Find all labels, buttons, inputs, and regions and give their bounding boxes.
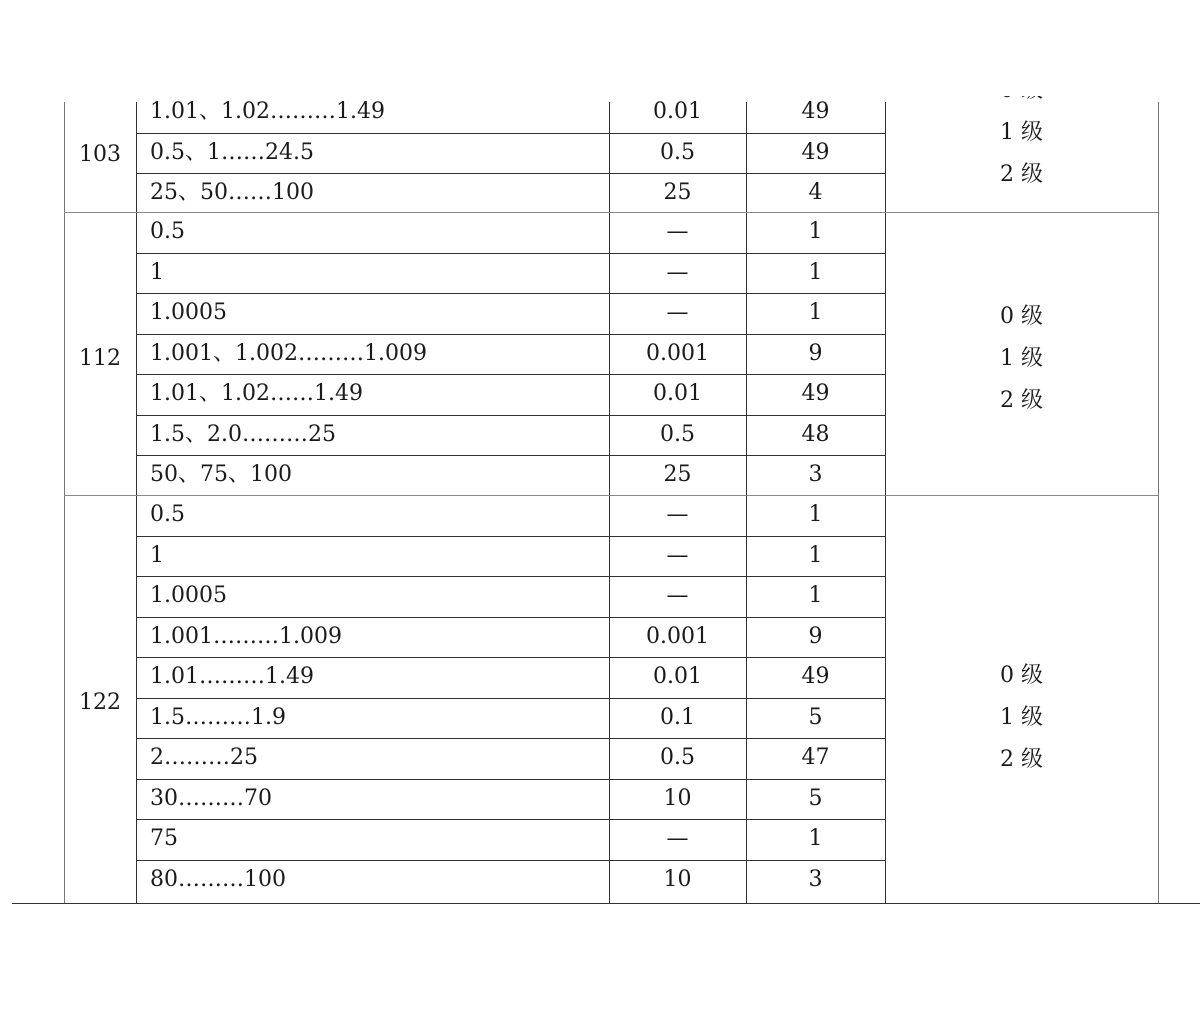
nominal-value-cell: 2………25: [150, 745, 258, 770]
table-left-border: [64, 102, 65, 903]
step-cell: 0.5: [660, 139, 695, 165]
column-divider: [885, 102, 886, 903]
grade-label: 0 级: [1000, 663, 1043, 688]
step-cell: 10: [663, 866, 692, 892]
nominal-value-cell: 1.01、1.02……1.49: [150, 381, 363, 406]
count-cell: 5: [808, 704, 823, 730]
step-cell: 0.001: [646, 623, 709, 649]
nominal-value-cell: 0.5、1……24.5: [150, 139, 314, 165]
count-cell: 49: [801, 664, 830, 689]
count-cell: 1: [808, 259, 823, 285]
nominal-value-cell: 1.001………1.009: [150, 623, 342, 649]
count-cell: 3: [808, 866, 823, 892]
table-right-border: [1158, 102, 1159, 903]
step-cell: —: [666, 300, 689, 325]
step-cell: —: [666, 583, 689, 608]
step-cell: —: [666, 219, 689, 244]
model-number: 112: [79, 345, 121, 371]
count-cell: 48: [801, 421, 830, 447]
step-cell: 0.01: [653, 664, 702, 689]
nominal-value-cell: 1.0005: [150, 300, 227, 325]
accuracy-grades: [885, 296, 1158, 422]
grade-label: 2 级: [1000, 747, 1043, 772]
count-cell: 4: [808, 180, 823, 205]
step-cell: 25: [663, 180, 692, 205]
step-cell: 0.1: [660, 704, 695, 730]
step-cell: 0.01: [653, 99, 702, 124]
step-cell: —: [666, 502, 689, 527]
grade-label: 0 级: [1000, 303, 1043, 329]
count-cell: 49: [801, 99, 830, 124]
nominal-value-cell: 1.01、1.02………1.49: [150, 99, 385, 124]
nominal-value-cell: 1.001、1.002………1.009: [150, 340, 427, 366]
nominal-value-cell: 1.5、2.0………25: [150, 421, 336, 447]
count-cell: 1: [808, 502, 823, 527]
step-cell: 10: [663, 785, 692, 811]
nominal-value-cell: 1.5………1.9: [150, 704, 286, 730]
step-cell: 0.001: [646, 340, 709, 366]
count-cell: 49: [801, 139, 830, 165]
count-cell: 1: [808, 542, 823, 568]
count-cell: 9: [808, 340, 823, 366]
count-cell: 1: [808, 300, 823, 325]
nominal-value-cell: 0.5: [150, 502, 185, 527]
nominal-value-cell: 1: [150, 542, 164, 568]
grade-label: 1 级: [1000, 120, 1043, 145]
nominal-value-cell: 25、50……100: [150, 180, 314, 205]
nominal-value-cell: 75: [150, 826, 178, 851]
count-cell: 1: [808, 583, 823, 608]
step-cell: 0.5: [660, 745, 695, 770]
nominal-value-cell: 50、75、100: [150, 462, 292, 487]
grade-label: 1 级: [1000, 345, 1043, 371]
count-cell: 47: [801, 745, 830, 770]
nominal-value-cell: 0.5: [150, 219, 185, 244]
column-divider: [136, 102, 137, 903]
step-cell: —: [666, 826, 689, 851]
count-cell: 9: [808, 623, 823, 649]
step-cell: 0.01: [653, 381, 702, 406]
grade-label: 2 级: [1000, 387, 1043, 413]
nominal-value-cell: 80………100: [150, 866, 286, 892]
model-number: 122: [79, 689, 121, 715]
nominal-value-cell: 1.01………1.49: [150, 664, 314, 689]
nominal-value-cell: 1.0005: [150, 583, 227, 608]
step-cell: 25: [663, 462, 692, 487]
model-number: 103: [79, 141, 121, 167]
step-cell: 0.5: [660, 421, 695, 447]
count-cell: 3: [808, 462, 823, 487]
nominal-value-cell: 1: [150, 259, 164, 285]
count-cell: 5: [808, 785, 823, 811]
top-crop-mask: [0, 0, 1200, 96]
grade-label: 1 级: [1000, 705, 1043, 730]
accuracy-grades: [885, 655, 1158, 781]
count-cell: 1: [808, 826, 823, 851]
step-cell: —: [666, 542, 689, 568]
count-cell: 49: [801, 381, 830, 406]
nominal-value-cell: 30………70: [150, 785, 272, 811]
grade-label: 2 级: [1000, 162, 1043, 187]
table-bottom-rule: [12, 903, 1200, 904]
step-cell: —: [666, 259, 689, 285]
count-cell: 1: [808, 219, 823, 244]
